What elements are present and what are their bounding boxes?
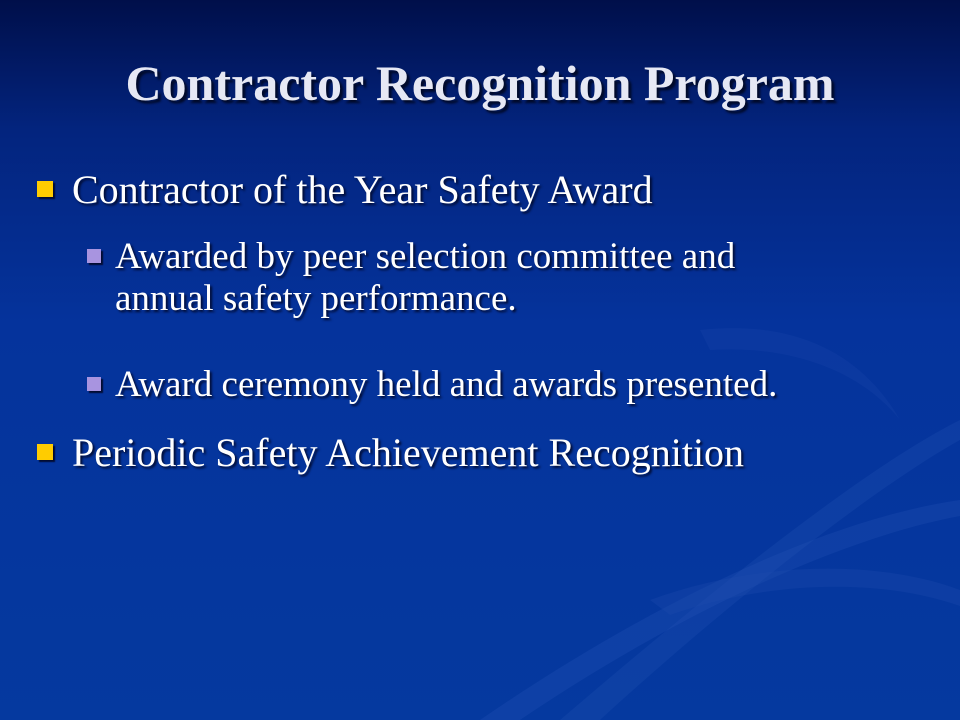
sub-bullet-line: annual safety performance. bbox=[115, 278, 517, 319]
bullet-periodic-recognition bbox=[37, 431, 744, 475]
bullet-contractor-of-year bbox=[37, 168, 653, 212]
square-bullet-icon bbox=[37, 181, 53, 197]
sub-bullet-line: Awarded by peer selection committee and bbox=[115, 236, 736, 277]
square-bullet-icon bbox=[87, 249, 101, 263]
slide-title: Contractor Recognition Program bbox=[125, 55, 835, 111]
sub-bullet-award-ceremony bbox=[87, 364, 777, 406]
sub-bullet-text bbox=[115, 236, 735, 320]
bullet-text: Periodic Safety Achievement Recognition bbox=[72, 430, 745, 475]
square-bullet-icon bbox=[87, 377, 101, 391]
bullet-text: Contractor of the Year Safety Award bbox=[72, 167, 653, 212]
sub-bullet-peer-selection bbox=[87, 236, 735, 320]
sub-bullet-text: Award ceremony held and awards presented. bbox=[115, 364, 778, 405]
square-bullet-icon bbox=[37, 444, 53, 460]
